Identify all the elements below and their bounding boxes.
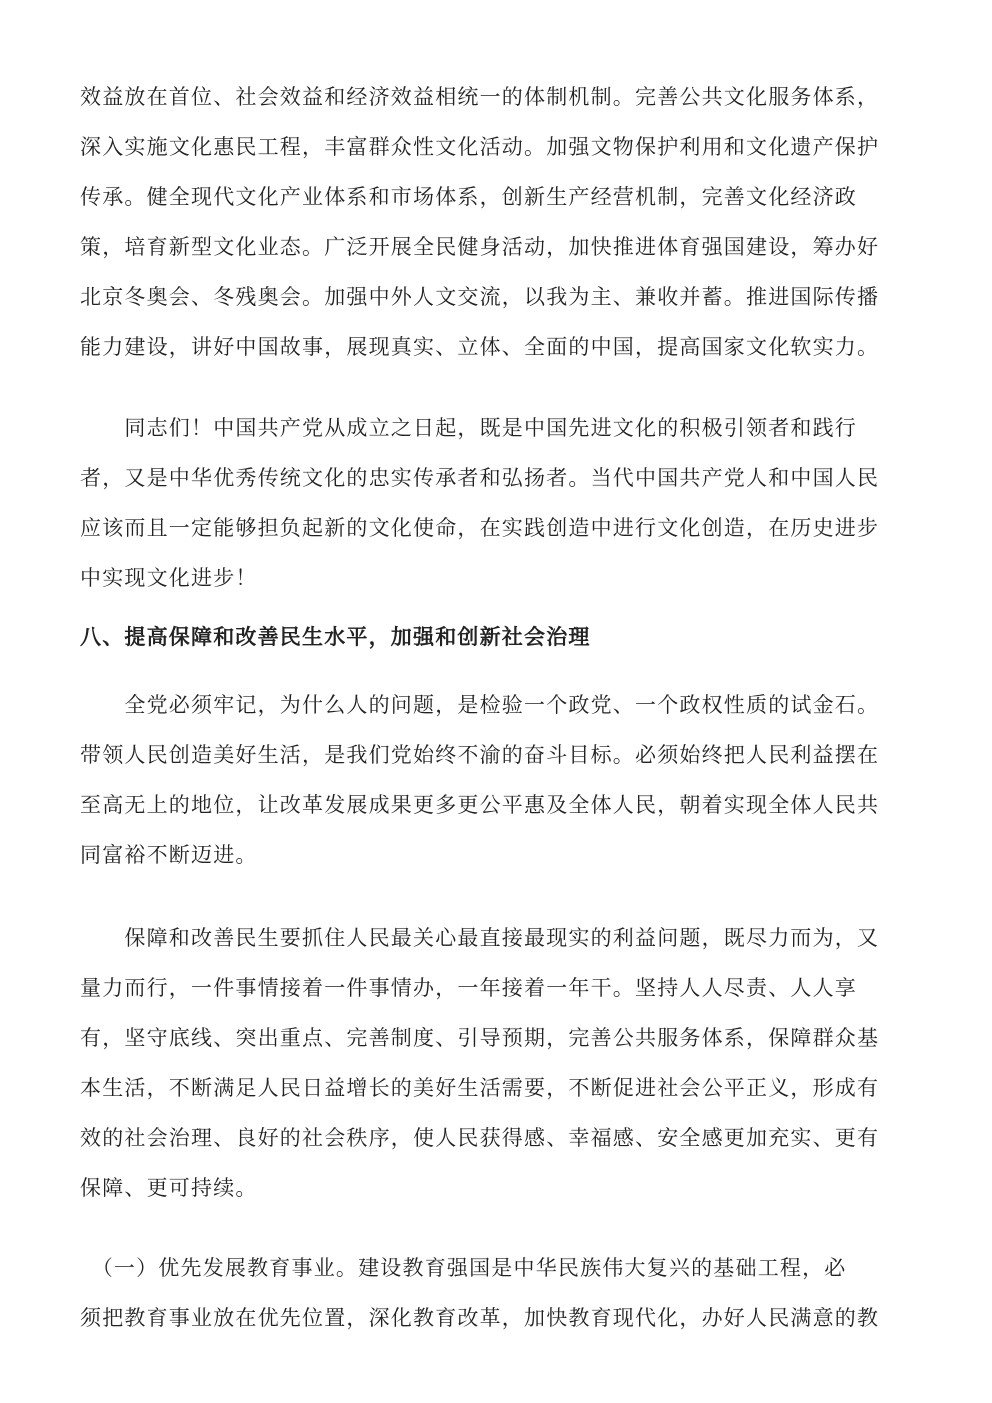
text-line: 能力建设，讲好中国故事，展现真实、立体、全面的中国，提高国家文化软实力。 [80,335,880,359]
text-line: 传承。健全现代文化产业体系和市场体系，创新生产经营机制，完善文化经济政 [80,185,857,209]
text-line: 保障和改善民生要抓住人民最关心最直接最现实的利益问题，既尽力而为，又 [80,926,880,950]
text-line: 须把教育事业放在优先位置，深化教育改革，加快教育现代化，办好人民满意的教 [80,1306,880,1330]
text-line: 北京冬奥会、冬残奥会。加强中外人文交流，以我为主、兼收并蓄。推进国际传播 [80,285,880,309]
text-line: 全党必须牢记，为什么人的问题，是检验一个政党、一个政权性质的试金石。 [80,693,880,717]
text-line: 带领人民创造美好生活，是我们党始终不渝的奋斗目标。必须始终把人民利益摆在 [80,743,880,767]
text-line: 有，坚守底线、突出重点、完善制度、引导预期，完善公共服务体系，保障群众基 [80,1026,880,1050]
text-line: 应该而且一定能够担负起新的文化使命，在实践创造中进行文化创造，在历史进步 [80,516,880,540]
text-line: 同志们！中国共产党从成立之日起，既是中国先进文化的积极引领者和践行 [80,416,857,440]
paragraph-culture-system [80,72,920,372]
section-heading-text: 八、提高保障和改善民生水平，加强和创新社会治理 [80,624,591,649]
paragraph-comrades [80,403,920,603]
text-line: 中实现文化进步！ [80,566,258,590]
paragraph-party-mission [80,680,920,880]
text-line: 本生活，不断满足人民日益增长的美好生活需要，不断促进社会公平正义，形成有 [80,1076,880,1100]
section-heading [80,612,920,662]
text-line: 策，培育新型文化业态。广泛开展全民健身活动，加快推进体育强国建设，筹办好 [80,235,880,259]
paragraph-education [80,1243,920,1343]
text-line: 效的社会治理、良好的社会秩序，使人民获得感、幸福感、安全感更加充实、更有 [80,1126,880,1150]
text-line: 至高无上的地位，让改革发展成果更多更公平惠及全体人民，朝着实现全体人民共 [80,793,880,817]
text-line: 效益放在首位、社会效益和经济效益相统一的体制机制。完善公共文化服务体系， [80,85,880,109]
text-line: 量力而行，一件事情接着一件事情办，一年接着一年干。坚持人人尽责、人人享 [80,976,857,1000]
text-line: 者，又是中华优秀传统文化的忠实传承者和弘扬者。当代中国共产党人和中国人民 [80,466,880,490]
text-line: 同富裕不断迈进。 [80,843,258,867]
text-line: 保障、更可持续。 [80,1176,258,1200]
paragraph-livelihood [80,913,920,1213]
text-line: 深入实施文化惠民工程，丰富群众性文化活动。加强文物保护利用和文化遗产保护 [80,135,880,159]
text-line: （一）优先发展教育事业。建设教育强国是中华民族伟大复兴的基础工程，必 [80,1256,847,1280]
